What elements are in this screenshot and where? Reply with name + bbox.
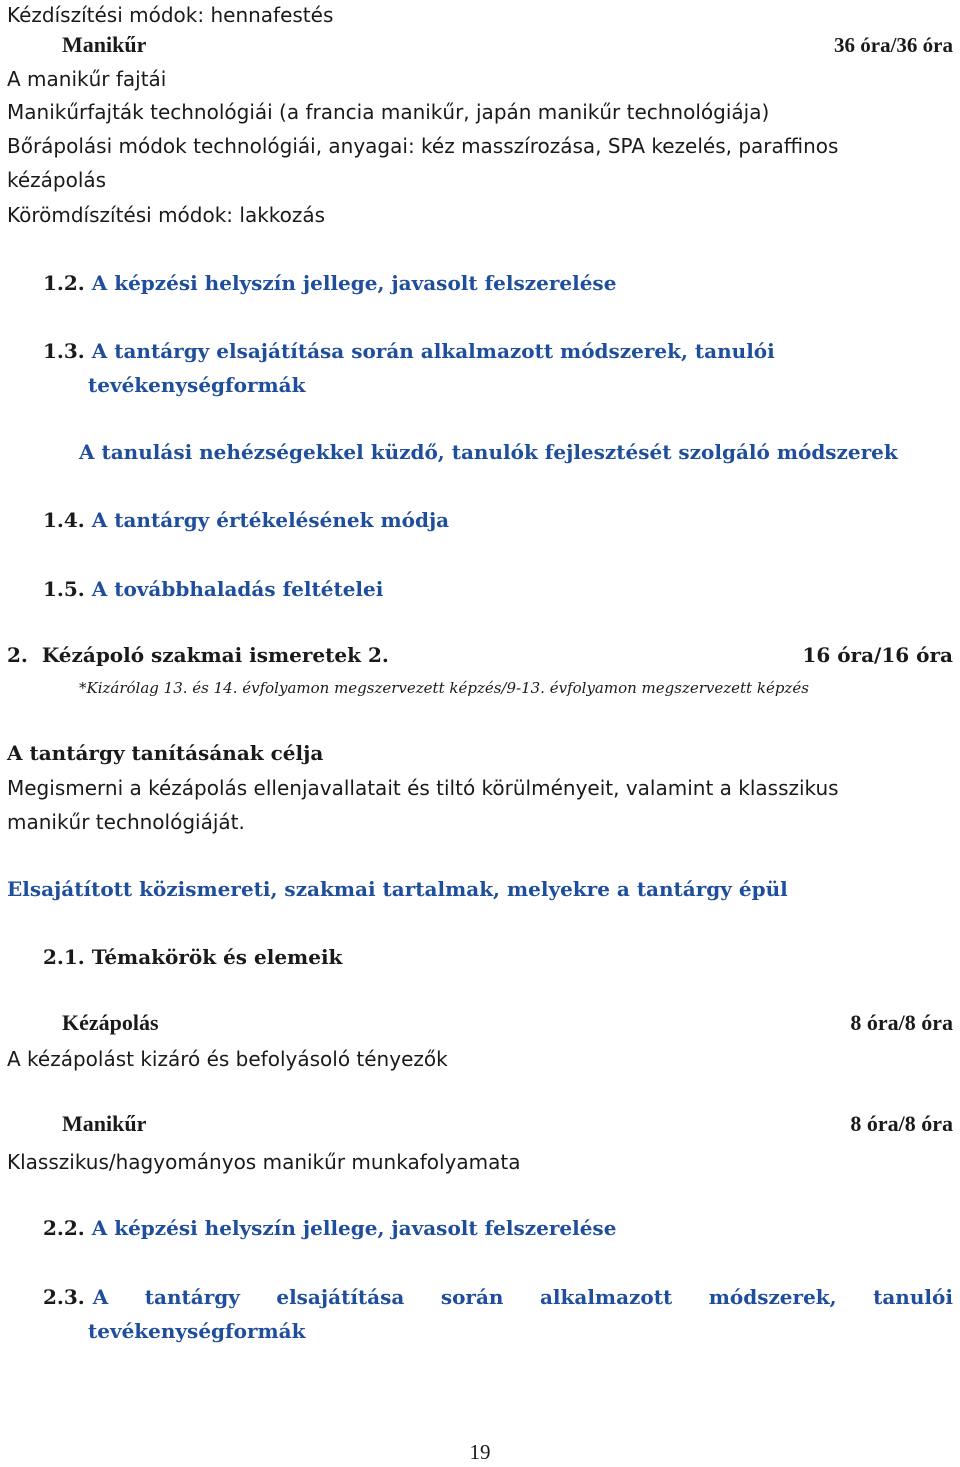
text-line: Manikűrfajták technológiái (a francia manikűr, japán manikűr technológiája) <box>7 100 770 124</box>
title-word: módszerek, <box>708 1285 837 1309</box>
topic-title: Kézápolás <box>62 1010 159 1035</box>
text-line: A manikűr fajtái <box>7 67 167 91</box>
topic-hours: 36 óra/36 óra <box>834 33 953 57</box>
section-number: 2.3. <box>43 1285 85 1309</box>
section-title: A tantárgy elsajátítása során alkalmazott módszerek, tanulói <box>91 339 775 363</box>
section-title: A képzési helyszín jellege, javasolt felszerelése <box>91 271 617 295</box>
aim-text: manikűr technológiáját. <box>7 810 245 834</box>
section-title: Témakörök és elemeik <box>91 945 343 969</box>
page-number: 19 <box>469 1440 491 1464</box>
topic-header-row <box>7 1111 953 1137</box>
section-number: 2.1. <box>43 945 85 969</box>
topic-header-row <box>7 32 953 58</box>
title-word: alkalmazott <box>539 1285 673 1309</box>
subject-hours: 16 óra/16 óra <box>802 643 953 667</box>
subject-number: 2. <box>7 643 28 667</box>
section-title-continued: tevékenységformák <box>88 1319 306 1343</box>
subject-title <box>7 643 389 667</box>
title-word: során <box>440 1285 504 1309</box>
section-number: 1.5. <box>43 577 85 601</box>
topic-text: A kézápolást kizáró és befolyásoló tényezők <box>7 1047 448 1071</box>
section-number: 1.4. <box>43 508 85 532</box>
subject-header-row <box>7 643 953 667</box>
section-number: 2.2. <box>43 1216 85 1240</box>
section-heading-2-1 <box>43 942 342 972</box>
aim-text: Megismerni a kézápolás ellenjavallatait és tiltó körülményeit, valamint a klasszikus <box>7 776 839 800</box>
section-number: 1.2. <box>43 271 85 295</box>
title-word: elsajátítása <box>276 1285 405 1309</box>
subject-note: *Kizárólag 13. és 14. évfolyamon megszervezett képzés/9-13. évfolyamon megszervezett képzés <box>79 679 809 697</box>
topic-title: Manikűr <box>62 32 147 57</box>
topic-hours: 8 óra/8 óra <box>850 1111 953 1136</box>
subsection-heading: A tanulási nehézségekkel küzdő, tanulók fejlesztését szolgáló módszerek <box>79 440 898 464</box>
text-line: kézápolás <box>7 168 107 192</box>
section-title: A képzési helyszín jellege, javasolt felszerelése <box>91 1216 617 1240</box>
section-heading-1-4 <box>43 505 449 535</box>
text-line: Körömdíszítési módok: lakkozás <box>7 203 326 227</box>
topic-title: Manikűr <box>62 1111 147 1136</box>
section-title <box>93 1282 953 1312</box>
topic-header-row <box>7 1010 953 1036</box>
section-heading-2-2 <box>43 1213 616 1243</box>
section-number: 1.3. <box>43 339 85 363</box>
text-line: Kézdíszítési módok: hennafestés <box>7 3 334 27</box>
title-word: A <box>92 1285 109 1309</box>
section-heading-1-5 <box>43 574 383 604</box>
text-line: Bőrápolási módok technológiái, anyagai: kéz masszírozása, SPA kezelés, paraffinos <box>7 134 839 158</box>
section-title: A tantárgy értékelésének módja <box>91 508 450 532</box>
topic-text: Klasszikus/hagyományos manikűr munkafolyamata <box>7 1150 521 1174</box>
aim-heading: A tantárgy tanításának célja <box>7 741 324 765</box>
subject-name: Kézápoló szakmai ismeretek 2. <box>41 643 389 667</box>
section-heading-2-3 <box>43 1282 953 1312</box>
section-title-continued: tevékenységformák <box>88 373 306 397</box>
section-heading-1-3 <box>43 336 775 366</box>
title-word: tantárgy <box>144 1285 240 1309</box>
title-word: tanulói <box>873 1285 953 1309</box>
section-heading-1-2 <box>43 268 616 298</box>
prerequisite-heading: Elsajátított közismereti, szakmai tartalmak, melyekre a tantárgy épül <box>7 877 788 901</box>
section-title: A továbbhaladás feltételei <box>91 577 384 601</box>
topic-hours: 8 óra/8 óra <box>850 1010 953 1035</box>
